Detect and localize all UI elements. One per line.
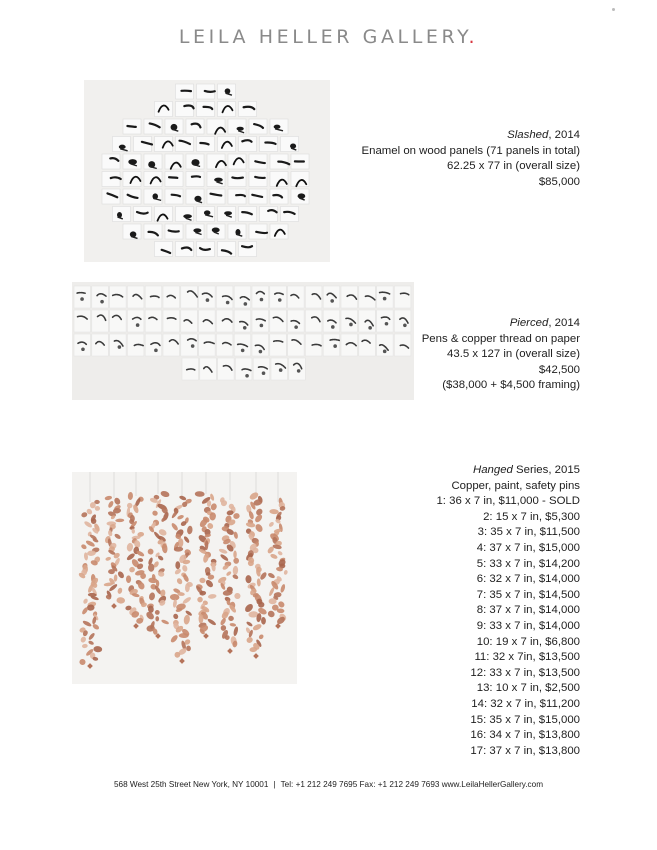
- page-footer: [0, 780, 657, 789]
- artwork-detail-line: 2: 15 x 7 in, $5,300: [483, 510, 580, 523]
- artwork-title-line: [422, 316, 580, 332]
- artwork-title: Hanged: [472, 464, 513, 476]
- footer-address: 568 West 25th Street New York, NY 10001: [113, 780, 269, 789]
- artwork-image-slashed: [84, 80, 330, 262]
- artwork-detail-line: ($38,000 + $4,500 framing): [442, 379, 580, 392]
- gallery-header: [0, 26, 657, 48]
- gallery-name: LEILA HELLER GALLERY: [178, 26, 469, 48]
- artwork-year: Series, 2015: [512, 464, 580, 476]
- artwork-detail-line: 3: 35 x 7 in, $11,500: [477, 526, 580, 539]
- artwork-detail-line: Pens & copper thread on paper: [421, 332, 580, 345]
- artwork-title: Pierced: [509, 317, 549, 329]
- artwork-detail-line: 11: 32 x 7in, $13,500: [474, 651, 580, 664]
- artwork-detail-line: Copper, paint, safety pins: [451, 479, 580, 492]
- artwork-detail-line: 14: 32 x 7 in, $11,200: [471, 697, 580, 710]
- artwork-detail-line: 43.5 x 127 in (overall size): [447, 348, 580, 361]
- artwork-caption-slashed: [362, 128, 580, 190]
- artwork-detail-line: 16: 34 x 7 in, $13,800: [470, 729, 580, 742]
- artwork-year: , 2014: [548, 317, 580, 329]
- artwork-detail-line: 10: 19 x 7 in, $6,800: [476, 635, 580, 648]
- footer-contact: Tel: +1 212 249 7695 Fax: +1 212 249 7693 www.LeilaHellerGallery.com: [280, 780, 544, 789]
- artwork-detail-line: 13: 10 x 7 in, $2,500: [476, 682, 580, 695]
- artwork-title-line: [436, 463, 580, 479]
- artwork-image-hanged: [72, 472, 297, 684]
- artwork-detail-line: 6: 32 x 7 in, $14,000: [476, 573, 580, 586]
- artwork-year: , 2014: [548, 129, 580, 141]
- artwork-image-pierced: [72, 282, 414, 400]
- artwork-detail-line: 15: 35 x 7 in, $15,000: [470, 713, 580, 726]
- artwork-detail-line: 1: 36 x 7 in, $11,000 - SOLD: [436, 495, 580, 508]
- gallery-logo-dot: .: [468, 26, 479, 48]
- artwork-detail-line: 5: 33 x 7 in, $14,200: [476, 557, 580, 570]
- artwork-detail-line: 8: 37 x 7 in, $14,000: [476, 604, 580, 617]
- footer-separator: |: [273, 780, 276, 789]
- artwork-detail-line: 7: 35 x 7 in, $14,500: [476, 588, 580, 601]
- artwork-title-line: [362, 128, 580, 144]
- artwork-detail-line: $42,500: [538, 363, 580, 376]
- artwork-caption-hanged: [436, 463, 580, 759]
- artwork-detail-line: 4: 37 x 7 in, $15,000: [476, 541, 580, 554]
- artwork-title: Slashed: [507, 129, 549, 141]
- artwork-detail-line: 12: 33 x 7 in, $13,500: [470, 666, 580, 679]
- artwork-detail-line: 17: 37 x 7 in, $13,800: [470, 744, 580, 757]
- artwork-detail-line: Enamel on wood panels (71 panels in total): [361, 144, 580, 157]
- artwork-detail-line: 9: 33 x 7 in, $14,000: [476, 619, 580, 632]
- artwork-detail-line: 62.25 x 77 in (overall size): [447, 160, 580, 173]
- artwork-detail-line: $85,000: [538, 175, 580, 188]
- artwork-caption-pierced: [422, 316, 580, 394]
- scan-speck: [612, 8, 615, 11]
